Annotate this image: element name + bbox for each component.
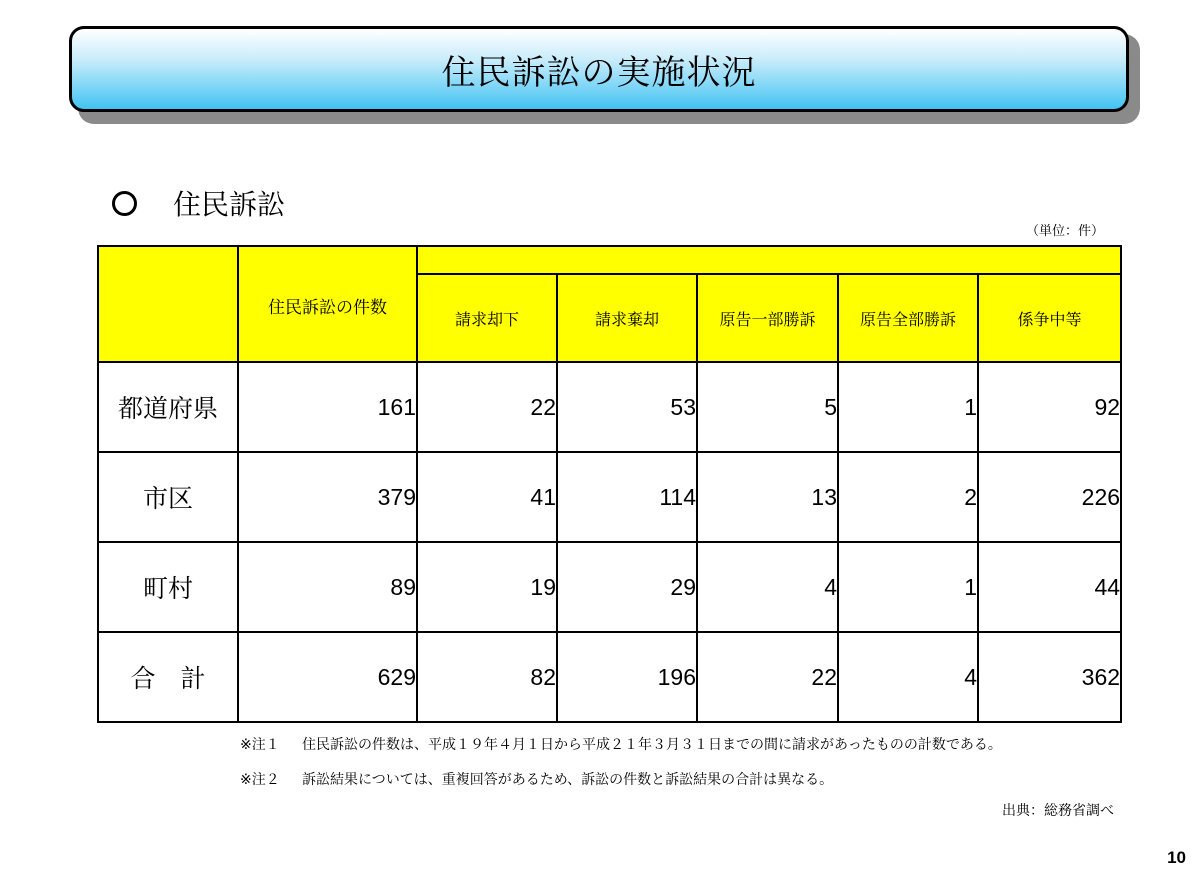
count-cell: 89: [238, 542, 417, 632]
count-cell: 161: [238, 362, 417, 452]
header-result-col: 原告一部勝訴: [697, 274, 838, 362]
header-result-col: 係争中等: [978, 274, 1121, 362]
header-result-col: 原告全部勝訴: [838, 274, 978, 362]
value-cell: 1: [838, 542, 978, 632]
value-cell: 4: [697, 542, 838, 632]
row-label: 市区: [98, 452, 238, 542]
notes: [240, 738, 1002, 808]
value-cell: 2: [838, 452, 978, 542]
value-cell: 22: [697, 632, 838, 722]
table-row: [98, 362, 1121, 452]
table-row-total: [98, 632, 1121, 722]
header-count: 住民訴訟の件数: [238, 246, 417, 362]
value-cell: 196: [557, 632, 697, 722]
value-cell: 22: [417, 362, 557, 452]
value-cell: 19: [417, 542, 557, 632]
table-row: [98, 542, 1121, 632]
note-text: 住民訴訟の件数は、平成１９年４月１日から平成２１年３月３１日までの間に請求があったものの計数である。: [302, 737, 1002, 753]
unit-label: （単位：件）: [1025, 224, 1104, 239]
table-row: [98, 452, 1121, 542]
header-top-strip: [417, 246, 1121, 274]
note-text: 訴訟結果については、重複回答があるため、訴訟の件数と訴訟結果の合計は異なる。: [302, 772, 834, 788]
header-corner-cell: [98, 246, 238, 362]
note-label: ※注１: [240, 737, 280, 753]
header-result-col: 請求棄却: [557, 274, 697, 362]
value-cell: 362: [978, 632, 1121, 722]
value-cell: 13: [697, 452, 838, 542]
note-label: ※注２: [240, 772, 280, 788]
count-cell: 379: [238, 452, 417, 542]
value-cell: 226: [978, 452, 1121, 542]
value-cell: 29: [557, 542, 697, 632]
note-1: [240, 738, 1002, 752]
note-2: [240, 773, 1002, 787]
value-cell: 82: [417, 632, 557, 722]
value-cell: 114: [557, 452, 697, 542]
value-cell: 53: [557, 362, 697, 452]
title-banner: [69, 26, 1129, 112]
section-heading: [112, 183, 285, 223]
circle-bullet-icon: [112, 191, 137, 216]
lawsuit-table: [97, 245, 1120, 722]
header-result-col: 請求却下: [417, 274, 557, 362]
page-title: 住民訴訟の実施状況: [441, 52, 757, 93]
row-label: 都道府県: [98, 362, 238, 452]
source-credit: 出典：総務省調べ: [1002, 803, 1114, 819]
row-label: 合 計: [98, 632, 238, 722]
count-cell: 629: [238, 632, 417, 722]
row-label: 町村: [98, 542, 238, 632]
value-cell: 4: [838, 632, 978, 722]
value-cell: 44: [978, 542, 1121, 632]
section-title: 住民訴訟: [173, 188, 286, 221]
value-cell: 5: [697, 362, 838, 452]
value-cell: 41: [417, 452, 557, 542]
value-cell: 92: [978, 362, 1121, 452]
page-number: 10: [1167, 848, 1186, 867]
value-cell: 1: [838, 362, 978, 452]
